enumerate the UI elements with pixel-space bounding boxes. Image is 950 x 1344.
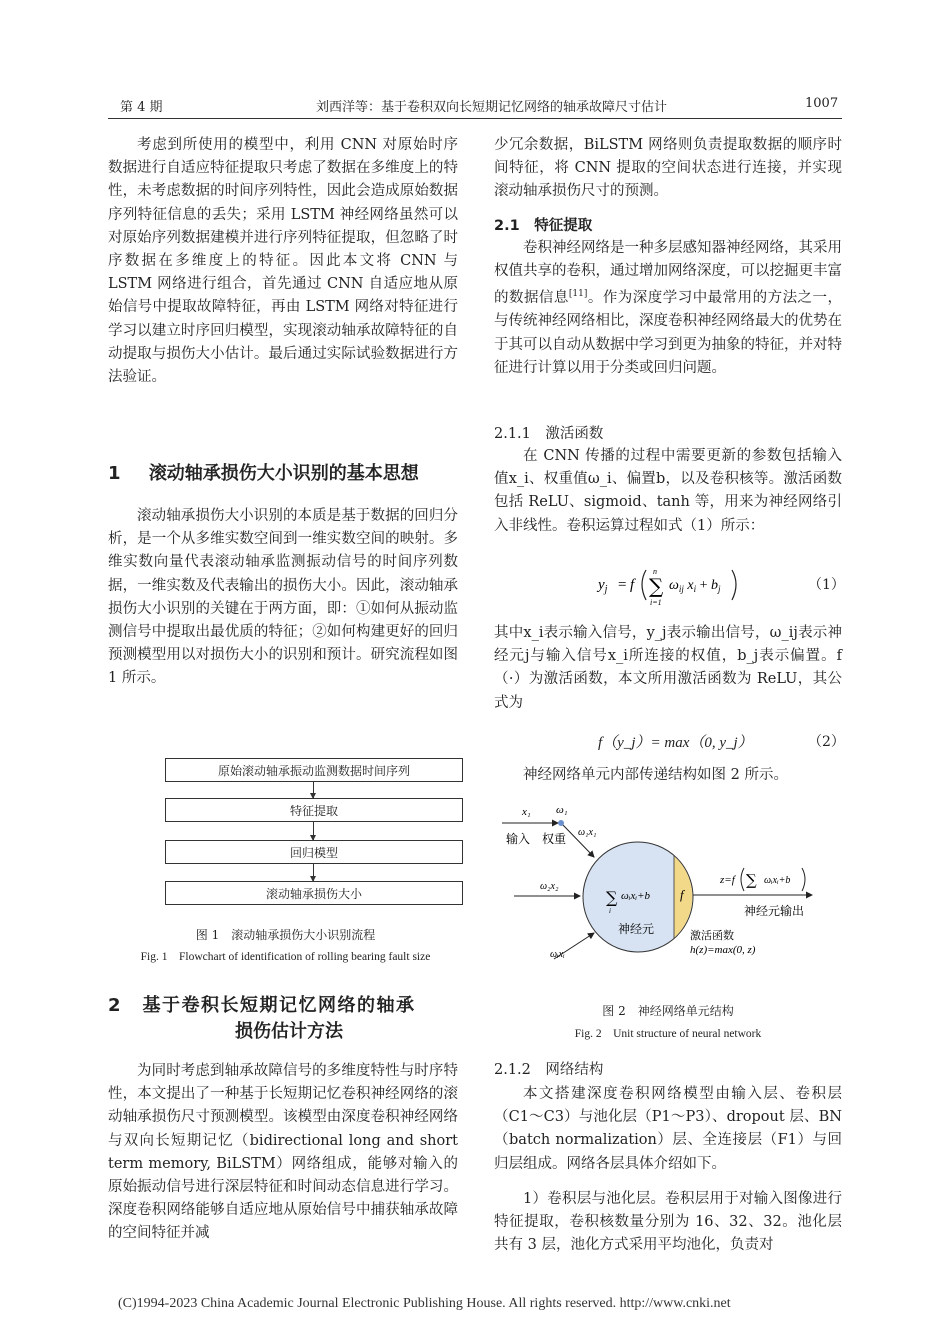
- label-neuron: 神经元: [618, 922, 655, 936]
- label-wixi: ωᵢxᵢ: [550, 949, 565, 960]
- svg-text:f: f: [630, 577, 635, 593]
- header-rule: [108, 118, 842, 119]
- section-number: 1: [108, 463, 121, 484]
- flow-arrow: [313, 782, 314, 798]
- section-2-heading: [108, 994, 460, 1044]
- subsection-title: 特征提取: [534, 218, 593, 234]
- citation-ref: [11]: [568, 289, 588, 300]
- paragraph-text: 为同时考虑到轴承故障信号的多维度特性与时序特性，本文提出了一种基于长短期记忆卷积神经网络的滚动轴承损伤尺寸预测模型。该模型由深度卷积神经网络与双向长短期记忆（bidirectional long and short term memory, BiLSTM）网络组成，能够对输入的原始振动信号进行深层特征和时间动态信息进行学习。深度卷积网络能够自适应地从原始信号中捕获轴承故障的空间特征并减: [108, 1063, 458, 1242]
- neuron-diagram: [494, 795, 842, 995]
- page-number: 1007: [805, 96, 839, 111]
- left-para-3: [108, 1060, 458, 1246]
- section-1-heading: [108, 462, 419, 486]
- label-w1x1: ω₁x₁: [578, 827, 597, 838]
- label-w2x2: ω₂x₂: [540, 881, 559, 892]
- flow-box-damage-size: 滚动轴承损伤大小: [165, 881, 463, 905]
- svg-text:=: =: [618, 577, 627, 593]
- label-x1: x₁: [522, 806, 531, 818]
- paragraph-text: 神经网络单元内部传递结构如图 2 所示。: [523, 767, 788, 783]
- running-title: 刘西洋等：基于卷积双向长短期记忆网络的轴承故障尺寸估计: [316, 100, 668, 115]
- issue-label: 第 4 期: [120, 100, 163, 115]
- fig2-caption-en: Fig. 2 Unit structure of neural network: [574, 1028, 762, 1040]
- section-title-line1: 基于卷积长短期记忆网络的轴承: [142, 995, 416, 1016]
- svg-text:n: n: [653, 567, 657, 576]
- right-para-5: [494, 764, 842, 787]
- flow-arrow: [313, 864, 314, 881]
- svg-text:∑: ∑: [649, 574, 664, 598]
- paragraph-text: 卷积神经网络是一种多层感知器神经网络，其采用权值共享的卷积，通过增加网络深度，可以挖掘更丰富的数据信息: [494, 240, 842, 307]
- left-para-1: [108, 134, 458, 389]
- equation-2-number: （2）: [808, 734, 845, 750]
- label-sum: ωᵢxᵢ+b: [621, 890, 651, 902]
- svg-text:∑: ∑: [746, 871, 757, 889]
- left-para-2: [108, 505, 458, 691]
- label-weight: 权重: [542, 832, 567, 846]
- paragraph-text: 。作为深度学习中最常用的方法之一，与传统神经网络相比，深度卷积神经网络最大的优势在于其可以自动从数据中学习到更为抽象的特征，并对特征进行计算以用于分类或回归问题。: [494, 290, 842, 376]
- subsection-2-1-heading: [494, 214, 592, 235]
- flow-box-raw-data: 原始滚动轴承振动监测数据时间序列: [165, 758, 463, 782]
- section-title: 滚动轴承损伤大小识别的基本思想: [148, 463, 419, 484]
- right-para-7: [494, 1188, 842, 1258]
- flow-arrow: [313, 822, 314, 840]
- paragraph-text: 1）卷积层与池化层。卷积层用于对输入图像进行特征提取，卷积核数量分别为 16、32、32。池化层共有 3 层，池化方式采用平均池化，负责对: [494, 1191, 842, 1254]
- subsection-number: 2.1: [494, 218, 520, 234]
- right-para-3: [494, 445, 842, 538]
- flow-box-regression-model: 回归模型: [165, 840, 463, 864]
- svg-text:yj: $y_j$: [598, 577, 608, 595]
- label-activation: 激活函数: [690, 929, 734, 942]
- paragraph-text: 少冗余数据，BiLSTM 网络则负责提取数据的顺序时间特征，将 CNN 提取的空间状态进行连接，并实现滚动轴承损伤尺寸的预测。: [494, 137, 842, 200]
- svg-text:i: i: [609, 907, 611, 915]
- label-f: f: [680, 887, 684, 902]
- paragraph-text: 考虑到所使用的模型中，利用 CNN 对原始时序数据进行自适应特征提取只考虑了数据在多维度上的特性，未考虑数据的时间序列特性，因此会造成原始数据序列特征信息的丢失；采用 LSTM 神经网络虽然可以对原始序列数据建模并进行序列特征提取，但忽略了时序数据在多维度上的特征。因此本文将 CNN 与 LSTM 网络进行组合，首先通过 CNN 自适应地从原始信号中提取故障特征，再由 LSTM 网络对特征进行学习以建立时序回归模型，实现滚动轴承故障特征的自动提取与损伤大小估计。最后通过实际试验数据进行方法验证。: [108, 137, 458, 386]
- svg-text:∑: ∑: [606, 888, 618, 907]
- subsection-2-1-1-heading: 2.1.1 激活函数: [494, 426, 604, 442]
- label-z-sum: ωᵢxᵢ+b: [764, 875, 791, 886]
- svg-text:i=1: i=1: [650, 598, 662, 607]
- paragraph-text: 其中x_i表示输入信号，y_j表示输出信号，ω_ij表示神经元j与输入信号x_i所连接的权值，b_j表示偏置。f（·）为激活函数，本文所用激活函数为 ReLU，其公式为: [494, 625, 842, 711]
- right-para-6: [494, 1083, 842, 1176]
- flow-box-feature-extraction: 特征提取: [165, 798, 463, 822]
- svg-text:ωij xi + bj: $\omega_{ij}$ $x_i + b_j$: [669, 578, 721, 594]
- paragraph-text: 本文搭建深度卷积网络模型由输入层、卷积层（C1～C3）与池化层（P1～P3）、dropout 层、BN（batch normalization）层、全连接层（F1）与回归层组成。网络各层具体介绍如下。: [494, 1086, 842, 1172]
- copyright-footer: (C)1994-2023 China Academic Journal Electronic Publishing House. All rights reserved. http://www.cnki.net: [118, 1296, 731, 1311]
- label-w1: ω₁: [556, 804, 568, 816]
- label-neuron-output: 神经元输出: [744, 904, 805, 918]
- right-para-1: [494, 134, 842, 204]
- right-para-4: [494, 622, 842, 715]
- paragraph-text: 滚动轴承损伤大小识别的本质是基于数据的回归分析，是一个从多维实数空间到一维实数空间的映射。多维实数向量代表滚动轴承监测振动信号的时间序列数据，一维实数及代表输出的损伤大小。因此，滚动轴承损伤大小识别的关键在于两方面，即：①如何从振动监测信号中提取出最优质的特征；②如何构建更好的回归预测模型用以对损伤大小的识别和预计。研究流程如图 1 所示。: [108, 508, 458, 687]
- fig2-caption-cn: 图 2 神经网络单元结构: [602, 1004, 734, 1018]
- label-z-eq: z=f: [720, 874, 735, 886]
- label-relu: h(z)=max(0, z): [690, 944, 756, 956]
- right-para-2: [494, 237, 842, 380]
- label-input: 输入: [506, 832, 531, 846]
- fig1-caption-cn: 图 1 滚动轴承损伤大小识别流程: [195, 928, 376, 942]
- equation-1: [596, 560, 746, 608]
- equation-1-number: （1）: [808, 577, 845, 593]
- paragraph-text: 在 CNN 传播的过程中需要更新的参数包括输入值x_i、权重值ω_i、偏置b，以及卷积核等。激活函数包括 ReLU、sigmoid、tanh 等，用来为神经网络引入非线性。卷积运算过程如式（1）所示：: [494, 448, 842, 534]
- section-title-line2: 损伤估计方法: [235, 1021, 343, 1042]
- section-number: 2: [108, 995, 121, 1016]
- fig1-caption-en: Fig. 1 Flowchart of identification of rolling bearing fault size: [140, 951, 431, 963]
- equation-2: f（y_j）= max（0, y_j）: [598, 735, 753, 751]
- subsection-2-1-2-heading: 2.1.2 网络结构: [494, 1062, 604, 1078]
